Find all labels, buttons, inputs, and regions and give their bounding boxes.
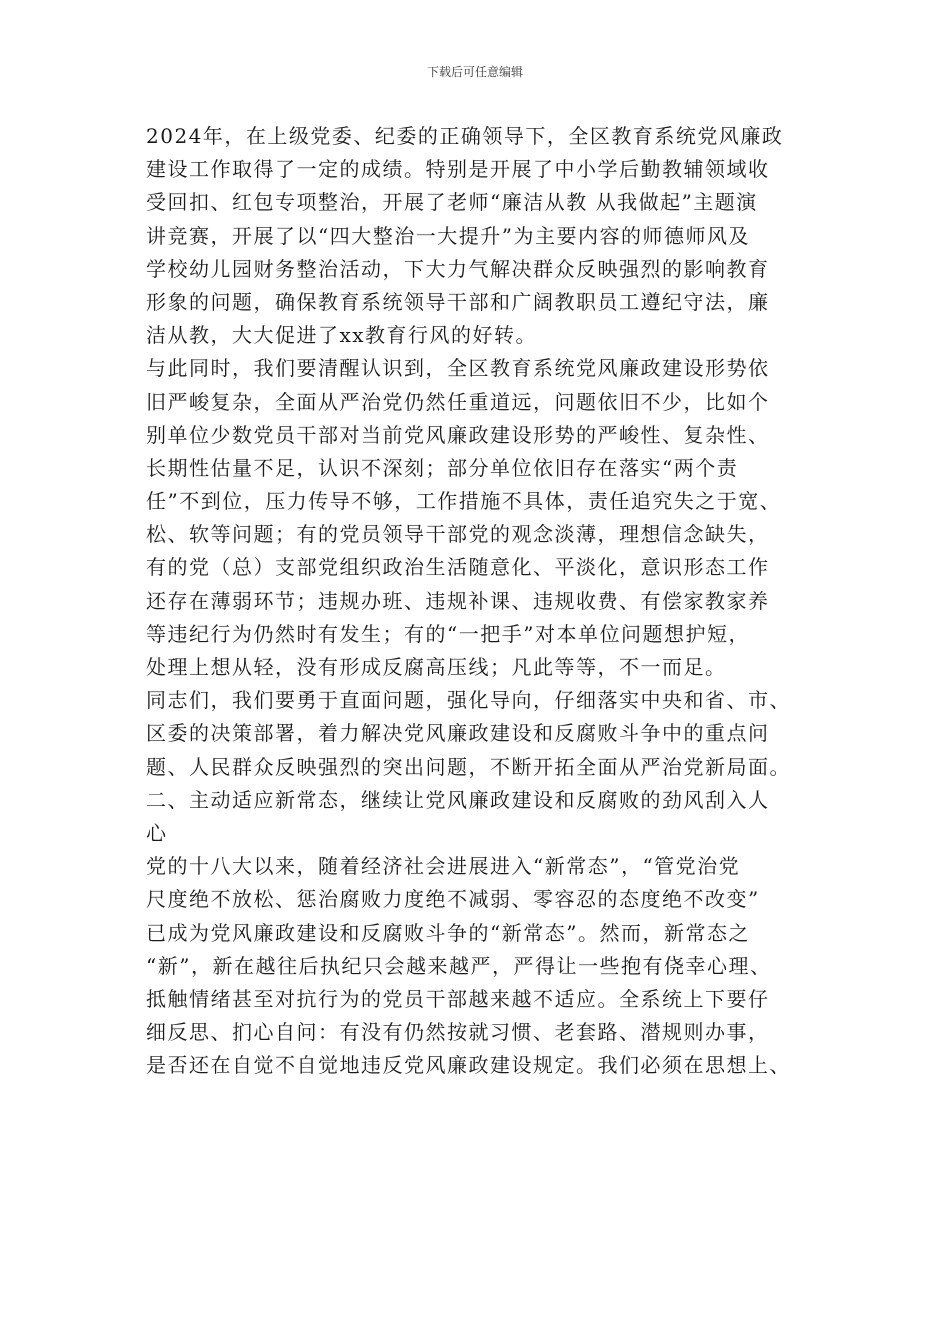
text-line: 2024年，在上级党委、纪委的正确领导下，全区教育系统党风廉政 [146,124,784,148]
text-line: 党的十八大以来，随着经济社会进展进入“新常态”，“管党治党 [146,854,741,879]
text-line: 是否还在自觉不自觉地违反党风廉政建设规定。我们必须在思想上、 [146,1053,791,1078]
text-line: 形象的问题，确保教育系统领导干部和广阔教职员工遵纪守法，廉 [146,289,770,314]
text-line: 还存在薄弱环节；违规办班、违规补课、违规收费、有偿家教家养 [146,588,770,613]
text-line: 抵触情绪甚至对抗行为的党员干部越来越不适应。全系统上下要仔 [146,986,770,1011]
text-line: 别单位少数党员干部对当前党风廉政建设形势的严峻性、复杂性、 [146,422,770,447]
section-heading-line: 心 [146,820,168,845]
text-line: 同志们，我们要勇于直面问题，强化导向，仔细落实中央和省、市、 [146,688,791,713]
text-line: 洁从教，大大促进了xx教育行风的好转。 [146,323,538,348]
page-header-note: 下载后可任意编辑 [426,65,523,79]
text-line: 讲竞赛，开展了以“四大整治一大提升”为主要内容的师德师风及 [146,223,750,248]
text-line: 尺度绝不放松、惩治腐败力度绝不减弱、零容忍的态度绝不改变” [146,887,760,912]
text-line: 受回扣、红包专项整治，开展了老师“廉洁从教 从我做起”主题演 [146,190,758,215]
text-line: “新”，新在越往后执纪只会越来越严，严得让一些抱有侥幸心理、 [146,953,772,978]
text-line: 细反思、扪心自问：有没有仍然按就习惯、老套路、潜规则办事， [146,1020,770,1045]
text-line: 松、软等问题；有的党员领导干部党的观念淡薄，理想信念缺失， [146,522,770,547]
text-line: 有的党（总）支部党组织政治生活随意化、平淡化，意识形态工作 [146,555,770,580]
text-line: 任”不到位，压力传导不够，工作措施不具体，责任追究失之于宽、 [146,489,782,514]
text-line: 已成为党风廉政建设和反腐败斗争的“新常态”。然而，新常态之 [146,920,750,945]
text-line: 旧严峻复杂，全面从严治党仍然任重道远，问题依旧不少，比如个 [146,389,770,414]
text-line: 题、人民群众反映强烈的突出问题，不断开拓全面从严治党新局面。 [146,754,791,779]
text-line: 处理上想从轻，没有形成反腐高压线；凡此等等，不一而足。 [146,655,727,679]
text-line: 与此同时，我们要清醒认识到，全区教育系统党风廉政建设形势依 [146,356,770,381]
text-line: 区委的决策部署，着力解决党风廉政建设和反腐败斗争中的重点问 [146,721,770,746]
text-line: 等违纪行为仍然时有发生；有的“一把手”对本单位问题想护短， [146,621,750,646]
text-line: 建设工作取得了一定的成绩。特别是开展了中小学后勤教辅领域收 [146,157,770,182]
text-line: 长期性估量不足，认识不深刻；部分单位依旧存在落实“两个责 [146,455,739,480]
text-line: 学校幼儿园财务整治活动，下大力气解决群众反映强烈的影响教育 [146,256,770,281]
document-body [146,120,826,1082]
section-heading-line: 二、主动适应新常态，继续让党风廉政建设和反腐败的劲风刮入人 [146,787,770,812]
